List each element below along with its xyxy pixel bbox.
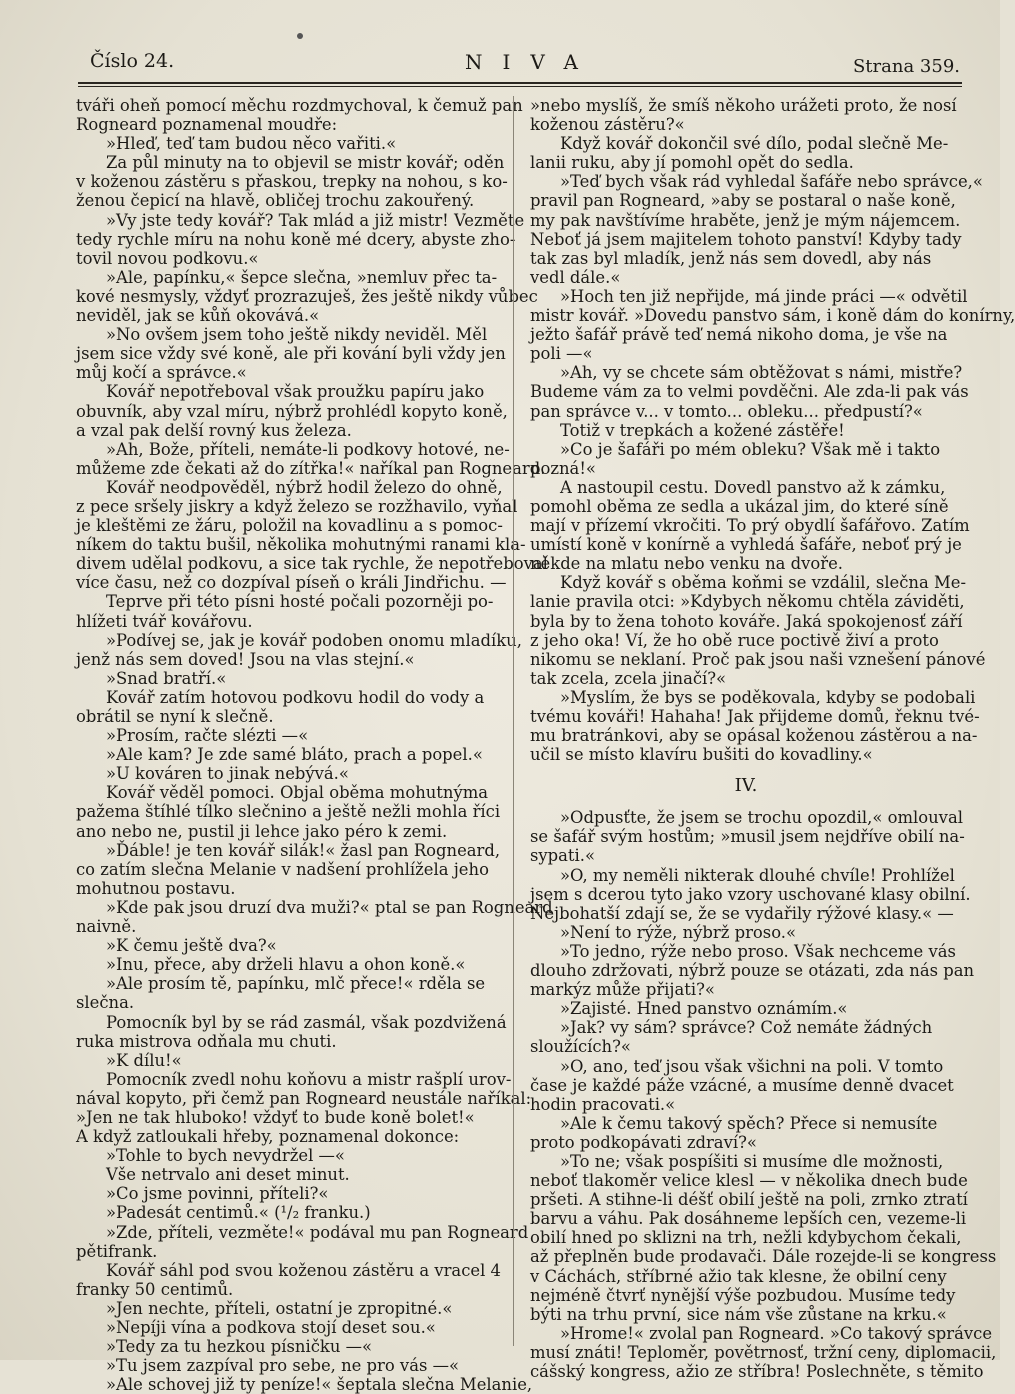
text-line: Když kovář s oběma koňmi se vzdálil, slečna Me- [560,573,966,593]
text-line: až přeplněn bude prodavači. Dále rozejde-li se kongress [530,1247,997,1267]
text-line: někde na mlatu nebo venku na dvoře. [530,554,843,574]
text-line: »Podívej se, jak je kovář podoben onomu mladíku, [106,630,522,650]
text-line: »Tedy za tu hezkou písničku —« [106,1337,373,1357]
text-line: ano nebo ne, pustil ji lehce jako péro k zemi. [76,821,448,841]
text-line: tovil novou podkovu.« [76,248,259,268]
text-line: v Cáchách, stříbrné ažio tak klesne, že obilní ceny [530,1266,947,1286]
text-line: čase je každé páže vzácné, a musíme denně dvacet [530,1075,954,1095]
text-line: Kovář sáhl pod svou koženou zástěru a vracel 4 [106,1260,501,1280]
issue-number: Číslo 24. [90,50,175,72]
text-line: »Teď bych však rád vyhledal šafáře nebo správce,« [560,172,983,192]
text-line: lanii ruku, aby jí pomohl opět do sedla. [530,153,854,173]
text-line: Teprve při této písni hosté počali pozorněji po- [106,592,494,612]
text-line: sloužících?« [530,1037,631,1057]
text-line: byla by to žena tohoto kováře. Jaká spokojenosť září [530,611,963,631]
text-line: obuvník, aby vzal míru, nýbrž prohlédl kopyto koně, [76,401,508,421]
right-column [530,96,1015,1381]
text-line: »Ale schovej již ty peníze!« šeptala slečna Melanie, [106,1375,533,1394]
text-line: Kovář neodpověděl, nýbrž hodil železo do ohně, [106,477,503,497]
text-line: »Ale kam? Je zde samé bláto, prach a popel.« [106,745,483,765]
text-line: a vzal pak delší rovný kus železa. [76,420,352,440]
text-line: tváři oheň pomocí měchu rozdmychoval, k čemuž pan [76,96,523,115]
text-line: »Ah, Bože, příteli, nemáte-li podkovy hotové, ne- [106,439,510,459]
text-line: »Tohle to bych nevydržel —« [106,1146,345,1166]
text-line: »K dílu!« [106,1050,182,1070]
text-line: »Myslím, že bys se poděkovala, kdyby se podobali [560,687,976,707]
text-line: Kovář zatím hotovou podkovu hodil do vody a [106,687,485,707]
column-divider [513,96,514,1346]
text-line: »Ďáble! je ten kovář silák!« žasl pan Rogneard, [106,840,501,860]
text-line: »Tu jsem zazpíval pro sebe, ne pro vás —« [106,1356,460,1376]
text-line: nikomu se neklaní. Proč pak jsou naši vznešení pánové [530,649,986,669]
text-line: Za půl minuty na to objevil se mistr kovář; oděn [106,153,505,173]
text-line: Pomocník byl by se rád zasmál, však pozdvižená [106,1012,507,1032]
text-line: divem udělal podkovu, a sice tak rychle, že nepotřeboval [76,554,548,574]
text-line: »K čemu ještě dva?« [106,936,277,956]
text-line: učil se místo klavíru bušiti do kovadliny.« [530,745,873,765]
text-line: Kovář věděl pomoci. Objal oběma mohutnýma [106,783,489,803]
text-line: tedy rychle míru na nohu koně mé dcery, abyste zho- [76,229,516,249]
text-line: obrátil se nyní k slečně. [76,707,274,726]
text-line: nejméně čtvrť nynější výše pozbudou. Musíme tedy [530,1285,956,1305]
text-line: »To jedno, rýže nebo proso. Však nechceme vás [560,941,956,961]
text-line: slečna. [76,993,135,1013]
journal-title: NIVA [465,50,598,74]
text-line: můžeme zde čekati až do zítřka!« naříkal pan Rogneard. [76,458,546,478]
text-line: naivně. [76,917,137,937]
text-line: mohutnou postavu. [76,878,236,898]
text-line: vedl dále.« [530,267,621,287]
ink-dot [297,33,303,39]
text-line: lanie pravila otci: »Kdybych někomu chtěla záviděti, [530,592,965,612]
header-rule [78,82,962,84]
text-line: níkem do taktu bušil, několika mohutnými ranami kla- [76,535,526,555]
text-line: »Ah, vy se chcete sám obtěžovat s námi, mistře? [560,363,963,383]
text-line: se šafář svým hostům; »musil jsem nejdříve obilí na- [530,827,965,847]
text-line: Rogneard poznamenal moudře: [76,115,338,135]
text-line: jsem s dcerou tyto jako vzory uschované klasy obilní. [530,884,971,904]
text-line: »Kde pak jsou druzí dva muži?« ptal se pan Rogneard [106,897,553,917]
text-line: hodin pracovati.« [530,1094,676,1114]
text-line: tak zcela, zcela jinačí?« [530,668,727,688]
text-line: z pece sršely jiskry a když železo se rozžhavilo, vyňal [76,496,518,516]
text-line: mají v přízemí vkročiti. To prý obydlí šafářovo. Zatím [530,516,970,536]
text-line: Neboť já jsem majitelem tohoto panství! Kdyby tady [530,229,962,249]
text-line: »No ovšem jsem toho ještě nikdy neviděl. Měl [106,325,488,345]
text-line: Pomocník zvedl nohu koňovu a mistr rašplí urov- [106,1069,512,1089]
text-line: obilí hned po sklizni na trh, nežli kdybychom čekali, [530,1228,962,1248]
text-line: pršeti. A stihne-li déšť obilí ještě na poli, zrnko ztratí [530,1190,968,1210]
text-line: markýz může přijati?« [530,980,715,1000]
text-line: jsem sice vždy své koně, ale při kování byli vždy jen [76,344,506,364]
text-line: více času, než co dozpíval píseň o králi Jindřichu. — [76,573,507,593]
text-line: »Nepíji vína a podkova stojí deset sou.« [106,1318,436,1337]
text-line: A když zatloukali hřeby, poznamenal dokonce: [76,1127,460,1147]
text-line: »Co je šafáři po mém obleku? Však mě i takto [560,439,941,459]
text-line: tvému kováři! Hahaha! Jak přijdeme domů, řeknu tvé- [530,707,980,726]
text-line: cášský kongress, ažio ze stříbra! Poslechněte, s těmito [530,1362,984,1381]
text-line: »Ale k čemu takový spěch? Přece si nemusíte [560,1113,938,1133]
text-line: proto podkopávati zdraví?« [530,1132,757,1152]
text-line: »Ale prosím tě, papínku, mlč přece!« rděla se [106,974,486,994]
text-line: Kovář nepotřeboval však proužku papíru jako [106,382,485,402]
text-line: poli —« [530,344,593,364]
text-line: Když kovář dokončil své dílo, podal slečně Me- [560,134,949,154]
text-line: pažema štíhlé tílko slečnino a ještě nežli mohla říci [76,802,501,822]
text-line: sypati.« [530,846,596,866]
text-line: koženou zástěru?« [530,115,685,135]
text-line: Vše netrvalo ani deset minut. [106,1165,350,1185]
text-line: neviděl, jak se kůň okovává.« [76,306,320,326]
text-line: Totiž v trepkách a kožené zástěře! [560,420,845,440]
text-line: mistr kovář. »Dovedu panstvo sám, i koně dám do konírny, [530,306,1015,326]
text-line: pan správce v... v tomto... obleku... předpustí?« [530,401,923,421]
text-line: co zatím slečna Melanie v nadšení prohlížela jeho [76,859,489,879]
text-line: ženou čepicí na hlavě, obličej trochu zakouřený. [76,191,475,211]
text-line: »nebo myslíš, že smíš někoho urážeti proto, že nosí [530,96,957,115]
text-line: mu bratránkovi, aby se opásal koženou zástěrou a na- [530,726,978,746]
text-line: musí znáti! Teploměr, povětrnosť, tržní ceny, diplomacii, [530,1342,997,1362]
text-line: můj kočí a správce.« [76,363,247,383]
text-line: »Hrome!« zvolal pan Rogneard. »Co takový správce [560,1323,993,1343]
page-number: Strana 359. [852,56,960,77]
text-line: »Inu, přece, aby drželi hlavu a ohon koně.« [106,955,466,975]
text-line: neboť tlakoměr velice klesl — v několika dnech bude [530,1171,968,1191]
text-line: kové nesmysly, vždyť prozrazuješ, žes ještě nikdy vůbec [76,286,538,306]
text-line: v koženou zástěru s přaskou, trepky na nohou, s ko- [76,172,508,192]
text-line: »Odpusťte, že jsem se trochu opozdil,« omlouval [560,808,963,828]
text-line: »Není to rýže, nýbrž proso.« [560,922,797,942]
header-rule-thin [78,86,962,87]
text-line: pravil pan Rogneard, »aby se postaral o naše koně, [530,191,956,211]
text-line: »Zajisté. Hned panstvo oznámím.« [560,999,848,1019]
text-line: je kleštěmi ze žáru, položil na kovadlinu a s pomoc- [76,516,503,536]
text-line: »O, ano, teď jsou však všichni na poli. V tomto [560,1056,944,1076]
text-line: »Jak? vy sám? správce? Což nemáte žádných [560,1018,933,1038]
text-line: »Vy jste tedy kovář? Tak mlád a již mistr! Vezměte [106,210,525,230]
text-line: nával kopyto, při čemž pan Rogneard neustále naříkal: [76,1088,532,1108]
text-line: Nejbohatší zdají se, že se vydařily rýžové klasy.« — [530,903,954,923]
text-line: ježto šafář právě teď nemá nikoho doma, je vše na [530,325,948,345]
text-line: »Padesát centimů.« (¹/₂ franku.) [106,1203,371,1223]
text-line: barvu a váhu. Pak dosáhneme lepších cen, vezeme-li [530,1209,967,1229]
text-line: tak zas byl mladík, jenž nás sem dovedl, aby nás [530,248,932,268]
text-line: »To ne; však pospíšiti si musíme dle možnosti, [560,1151,944,1171]
text-line: z jeho oka! Ví, že ho obě ruce poctivě živí a proto [530,630,939,650]
text-line: »O, my neměli nikterak dlouhé chvíle! Prohlížel [560,865,955,885]
text-line: »Hleď, teď tam budou něco vařiti.« [106,134,397,154]
text-line: »Snad bratří.« [106,668,227,688]
text-line: dlouho zdržovati, nýbrž pouze se otázati, zda nás pan [530,961,975,981]
text-line: »Zde, příteli, vezměte!« podával mu pan Rogneard [106,1222,529,1242]
text-line: »Hoch ten již nepřijde, má jinde práci —« odvětil [560,286,968,306]
text-line: »Co jsme povinni, příteli?« [106,1184,329,1204]
text-line: pětifrank. [76,1241,158,1261]
text-line: pomohl oběma ze sedla a ukázal jim, do které síně [530,496,949,516]
text-line: jenž nás sem doved! Jsou na vlas stejní.« [76,649,415,669]
page-header [80,50,960,80]
chapter-heading: IV. [734,775,758,797]
text-line: hlížeti tvář kovářovu. [76,611,253,631]
text-line: »Prosím, račte slézti —« [106,726,309,746]
text-line: »Jen ne tak hluboko! vždyť to bude koně bolet!« [76,1107,475,1127]
text-line: pozná!« [530,458,596,478]
text-line: A nastoupil cestu. Dovedl panstvo až k zámku, [560,477,946,497]
text-line: my pak navštívíme hraběte, jenž je mým nájemcem. [530,210,961,230]
text-line: umístí koně v konírně a vyhledá šafáře, neboť prý je [530,535,962,555]
text-line: ruka mistrova odňala mu chuti. [76,1031,337,1051]
text-line: býti na trhu první, sice nám vše zůstane na krku.« [530,1304,947,1324]
text-line: franky 50 centimů. [76,1279,234,1299]
text-line: »U kováren to jinak nebývá.« [106,764,349,784]
left-column [76,96,553,1394]
text-line: Budeme vám za to velmi povděčni. Ale zda-li pak vás [530,382,969,402]
text-line: »Jen nechte, příteli, ostatní je zpropitné.« [106,1298,453,1318]
text-line: »Ale, papínku,« šepce slečna, »nemluv přec ta- [106,267,498,287]
